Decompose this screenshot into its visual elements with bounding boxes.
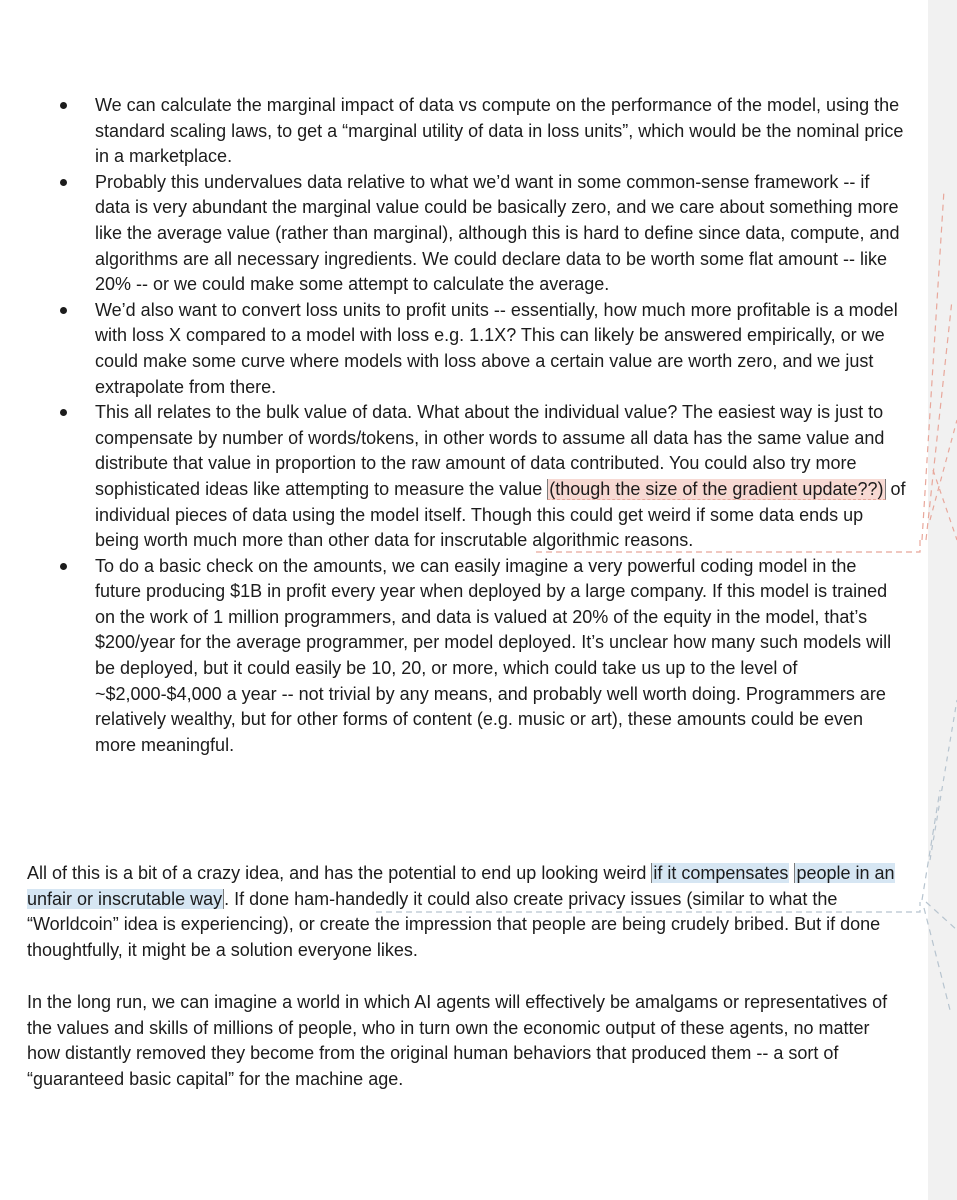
bullet-dot-icon bbox=[60, 179, 67, 186]
paragraph-crazy-idea bbox=[27, 861, 907, 963]
bullet-text: Probably this undervalues data relative to what we’d want in some common-sense framework -- if data is very abundant the marginal value could be basically zero, and we care about something more like the average value (rather than marginal), although this is hard to define since data, compute, and algorithms are all necessary ingredients. We could declare data to be worth some flat amount -- like 20% -- or we could make some attempt to calculate the average. bbox=[95, 171, 900, 295]
bullet-text-after: of individual pieces of data using the model itself. Though this could get weird if some data ends up being worth much more than other data for inscrutable algorithmic reasons. bbox=[95, 478, 906, 551]
bullet-item bbox=[57, 400, 907, 554]
paragraph-text-after: . If done ham-handedly it could also create privacy issues (similar to what the “Worldcoin” idea is experiencing), or create the impression that people are being crudely bribed. But if done thoughtfully, it might be a solution everyone likes. bbox=[27, 888, 881, 960]
bullet-dot-icon bbox=[60, 409, 67, 416]
paragraph-text-before: All of this is a bit of a crazy idea, and has the potential to end up looking weird bbox=[27, 863, 652, 883]
bullet-text-before: This all relates to the bulk value of data. What about the individual value? The easiest way is just to compensate by number of words/tokens, in other words to assume all data has the same value and distribute that value in proportion to the raw amount of data contributed. You could also try more sophisticated ideas like attempting to measure the value bbox=[95, 402, 885, 499]
bullet-text: We can calculate the marginal impact of data vs compute on the performance of the model, using the standard scaling laws, to get a “marginal utility of data in loss units”, which would be the nominal price in a marketplace. bbox=[95, 95, 904, 167]
comment-highlight-unfair-a[interactable]: if it compensates bbox=[653, 863, 789, 883]
comment-margin bbox=[928, 0, 957, 1200]
bullet-dot-icon bbox=[60, 102, 67, 109]
bullet-dot-icon bbox=[60, 563, 67, 570]
bullet-list bbox=[57, 93, 907, 758]
bullet-item bbox=[57, 170, 907, 298]
bullet-dot-icon bbox=[60, 307, 67, 314]
paragraph-text: In the long run, we can imagine a world in which AI agents will effectively be amalgams or representatives of the values and skills of millions of people, who in turn own the economic output of these agents, no matter how distantly removed they become from the original human behaviors that produced them -- a sort of “guaranteed basic capital” for the machine age. bbox=[27, 992, 888, 1089]
bullet-text: We’d also want to convert loss units to profit units -- essentially, how much more profitable is a model with loss X compared to a model with loss e.g. 1.1X? This can likely be answered empirically, or we could make some curve where models with loss above a certain value are worth zero, and we just extrapolate from there. bbox=[95, 299, 898, 397]
bullet-text: To do a basic check on the amounts, we can easily imagine a very powerful coding model in the future producing $1B in profit every year when deployed by a large company. If this model is trained on the work of 1 million programmers, and data is valued at 20% of the equity in the model, that’s $200/year for the average programmer, per model deployed. It’s unclear how many such models will be deployed, but it could easily be 10, 20, or more, which could take us up to the level of ~$2,000-$4,000 a year -- not trivial by any means, and probably well worth doing. Programmers are relatively wealthy, but for other forms of content (e.g. music or art), these amounts could be even more meaningful. bbox=[95, 555, 892, 755]
bullet-item bbox=[57, 93, 907, 170]
bullet-item bbox=[57, 554, 907, 759]
bullet-item bbox=[57, 298, 907, 400]
comment-highlight-unfair-b[interactable]: people in an unfair or inscrutable way bbox=[27, 863, 895, 909]
paragraph-long-run bbox=[27, 990, 907, 1092]
comment-highlight-gradient[interactable]: (though the size of the gradient update??) bbox=[549, 478, 884, 499]
